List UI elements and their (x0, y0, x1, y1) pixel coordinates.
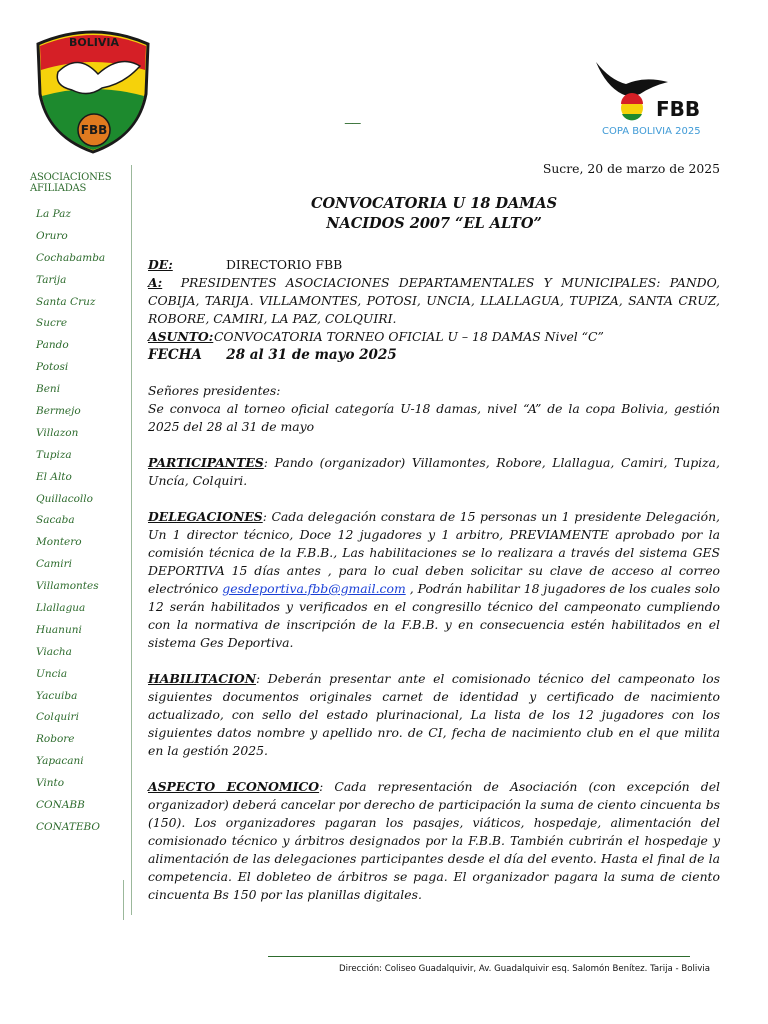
fecha-label: FECHA (148, 347, 202, 363)
sidebar-item: Robore (36, 733, 75, 746)
title-line2: NACIDOS 2007 “EL ALTO” (326, 215, 542, 232)
sidebar-item: Yacuiba (36, 689, 78, 702)
sidebar-item: Tarija (36, 273, 67, 286)
a-value: PRESIDENTES ASOCIACIONES DEPARTAMENTALES Y MUNICIPALES: PANDO, COBIJA, TARIJA. VILLAMONTES, POTOSI, UNCIA, LLALLAGUA, TUPIZA, SANTA CRUZ, ROBORE, CAMIRI, LA PAZ, COLQUIRI. (148, 275, 720, 326)
shield-title-text: BOLIVIA (69, 36, 119, 49)
sidebar-item: Beni (36, 383, 61, 396)
de-label: DE: (148, 257, 173, 272)
sidebar-item: Montero (36, 536, 82, 549)
sidebar-item: El Alto (36, 470, 72, 483)
copa-logo-subtitle: COPA BOLIVIA 2025 (602, 126, 701, 137)
header-dash: __ (345, 108, 361, 124)
sidebar-item: Vinto (36, 777, 65, 790)
shield-badge-text: FBB (80, 123, 108, 137)
habilitacion-paragraph (148, 670, 720, 760)
sidebar-item: Cochabamba (36, 251, 106, 264)
sidebar-item: Llallagua (36, 602, 86, 615)
participantes-paragraph (148, 454, 720, 490)
copa-bolivia-logo (592, 58, 728, 142)
email-link[interactable]: gesdeportiva.fbb@gmail.com (222, 581, 406, 596)
sidebar-divider (131, 165, 132, 915)
delegaciones-label: DELEGACIONES (148, 509, 263, 524)
sidebar-item: Villazon (36, 426, 79, 439)
letter-title (148, 194, 720, 234)
de-value: DIRECTORIO FBB (225, 257, 343, 272)
sidebar-title-line2: AFILIADAS (30, 183, 87, 194)
sidebar-item: Yapacani (36, 755, 84, 768)
sidebar-affiliates (30, 172, 126, 839)
delegaciones-paragraph (148, 508, 720, 652)
participantes-label: PARTICIPANTES (148, 455, 264, 470)
title-line1: CONVOCATORIA U 18 DAMAS (310, 195, 558, 212)
greeting: Señores presidentes: (148, 383, 281, 398)
sidebar-item: Pando (36, 339, 69, 352)
sidebar-item: Camiri (36, 558, 72, 571)
habilitacion-label: HABILITACION (148, 671, 257, 686)
sidebar-item: Bermejo (36, 405, 81, 418)
asunto-label: ASUNTO: (148, 329, 214, 344)
sidebar-title-line1: ASOCIACIONES (30, 172, 112, 183)
sidebar-item: CONATEBO (36, 820, 101, 833)
fbb-shield-logo (28, 24, 158, 154)
sidebar-item: Sucre (36, 317, 68, 330)
copa-logo-fbb-text: FBB (656, 97, 701, 121)
sidebar-divider-lower (123, 880, 124, 920)
delegaciones-text2: , Podrán habilitar 18 jugadores de los cuales solo 12 serán habilitados y verificados en el congresillo técnico del campeonato cumpliendo con la normativa de inscripción de la F.B.B. y en consecuencia estén habilitados en el sistema Ges Deportiva. (148, 581, 720, 650)
sidebar-item: Sacaba (36, 514, 75, 527)
footer-address: Dirección: Coliseo Guadalquivir, Av. Guadalquivir esq. Salomón Benítez. Tarija - Bolivia (338, 964, 710, 974)
sidebar-item: Villamontes (36, 580, 99, 593)
sidebar-item: Oruro (36, 229, 68, 242)
sidebar-item: Viacha (36, 645, 72, 658)
sidebar-title (30, 172, 126, 194)
intro-paragraph: Se convoca al torneo oficial categoría U-18 damas, nivel “A” de la copa Bolivia, gestión 2025 del 28 al 31 de mayo (148, 401, 720, 434)
sidebar-item: Santa Cruz (36, 295, 96, 308)
sidebar-list (36, 204, 126, 839)
letter-header-block (148, 256, 720, 364)
economico-paragraph (148, 778, 720, 904)
footer-divider (268, 956, 690, 957)
sidebar-item: CONABB (36, 799, 85, 812)
sidebar-item: Potosi (36, 361, 69, 374)
economico-text: : Cada representación de Asociación (con excepción del organizador) deberá cancelar por derecho de participación la suma de ciento cincuenta bs (150). Los organizadores pagaran los pasajes, viáticos, hospedaje, alimentación del comisionado técnico y árbitros designados por la F.B.B. También cubrirán el hospedaje y alimentación de las delegaciones participantes desde el día del evento. Hasta el final de la competencia. El dobleteo de árbitros se paga. El organizador pagara la suma de ciento cincuenta Bs 150 por las planillas digitales. (148, 779, 720, 902)
sidebar-item: La Paz (36, 208, 71, 220)
participantes-text: : Pando (organizador) Villamontes, Robore, Llallagua, Camiri, Tupiza, Uncía, Colquiri. (148, 455, 720, 488)
economico-label: ASPECTO ECONOMICO (148, 779, 320, 794)
fecha-value: 28 al 31 de mayo 2025 (226, 347, 397, 363)
sidebar-item: Uncia (36, 667, 68, 680)
asunto-value: CONVOCATORIA TORNEO OFICIAL U – 18 DAMAS Nivel “C” (213, 329, 604, 344)
sidebar-item: Huanuni (36, 623, 82, 636)
sidebar-item: Quillacollo (36, 492, 93, 505)
letter-date: Sucre, 20 de marzo de 2025 (542, 161, 720, 176)
habilitacion-text: : Deberán presentar ante el comisionado técnico del campeonato los siguientes documentos originales carnet de identidad y certificado de nacimiento actualizado, con sello del estado plurinacional, La lista de los 12 jugadores con los siguientes datos nombre y apellido nro. de CI, fecha de nacimiento club en el que milita en la gestión 2025. (148, 671, 720, 758)
sidebar-item: Colquiri (36, 711, 79, 724)
a-label: A: (148, 275, 163, 290)
delegaciones-text1: : Cada delegación constara de 15 personas un 1 presidente Delegación, Un 1 director técnico, Doce 12 jugadores y 1 arbitro, PREVIAMENTE aprobado por la comisión técnica de la F.B.B., Las habilitaciones se lo realizara a través del sistema GES DEPORTIVA 15 días antes , para lo cual deben solicitar su clave de acceso al correo electrónico (148, 509, 720, 596)
letter-body (148, 160, 720, 904)
sidebar-item: Tupiza (36, 448, 72, 461)
